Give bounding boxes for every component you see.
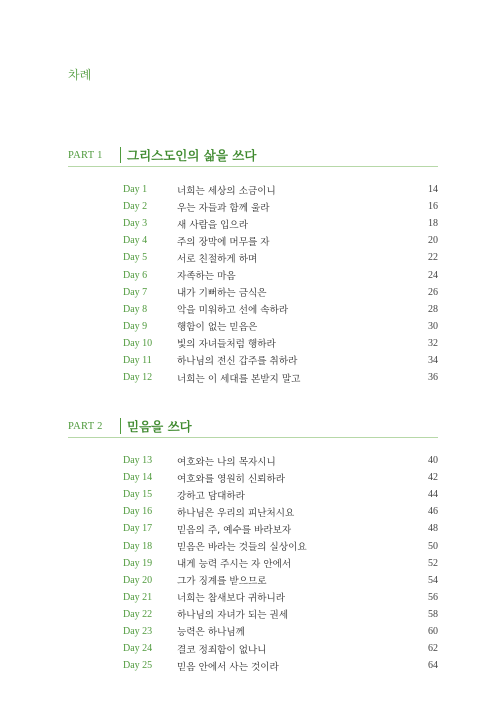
toc-entry[interactable]	[68, 623, 438, 640]
toc-entry[interactable]	[68, 266, 438, 283]
toc-day-label: Day 9	[123, 320, 148, 332]
toc-entry-title: 악을 미워하고 선에 속하라	[177, 305, 289, 317]
toc-day-label: Day 13	[123, 455, 153, 467]
toc-page-number: 28	[428, 303, 438, 315]
part-2-section	[68, 415, 438, 674]
toc-entry[interactable]	[68, 452, 438, 469]
toc-page-number: 46	[428, 506, 438, 518]
toc-day-label: Day 1	[123, 184, 148, 196]
part-divider	[120, 147, 121, 163]
toc-day-label: Day 17	[123, 523, 153, 535]
part-2-number: PART 2	[68, 420, 103, 432]
toc-entry-title: 여호와는 나의 목자시니	[177, 456, 276, 468]
toc-day-label: Day 11	[123, 354, 152, 366]
toc-entry[interactable]	[68, 606, 438, 623]
part-1-header	[68, 144, 438, 167]
toc-day-label: Day 18	[123, 540, 153, 552]
toc-page-number: 24	[428, 269, 438, 281]
toc-entry-title: 빛의 자녀들처럼 행하라	[177, 339, 276, 351]
part-2-entries	[68, 452, 438, 674]
toc-page-number: 14	[428, 184, 438, 196]
toc-entry[interactable]	[68, 181, 438, 198]
toc-entry-title: 너희는 세상의 소금이니	[177, 185, 276, 197]
part-divider	[120, 418, 121, 434]
toc-entry-title: 자족하는 마음	[177, 271, 236, 283]
toc-entry[interactable]	[68, 503, 438, 520]
part-1-section	[68, 144, 438, 386]
toc-entry[interactable]	[68, 249, 438, 266]
toc-entry[interactable]	[68, 555, 438, 572]
toc-entry[interactable]	[68, 284, 438, 301]
toc-day-label: Day 19	[123, 557, 153, 569]
toc-entry-title: 너희는 참새보다 귀하니라	[177, 593, 286, 605]
toc-day-label: Day 16	[123, 506, 153, 518]
toc-page-number: 40	[428, 455, 438, 467]
part-1-number: PART 1	[68, 149, 103, 161]
toc-entry-title: 내게 능력 주시는 자 안에서	[177, 559, 292, 571]
part-2-header	[68, 415, 438, 438]
toc-day-label: Day 25	[123, 660, 153, 672]
toc-entry-title: 하나님의 전신 갑주를 취하라	[177, 356, 298, 368]
toc-entry[interactable]	[68, 589, 438, 606]
toc-day-label: Day 14	[123, 472, 153, 484]
toc-entry-title: 하나님의 자녀가 되는 권세	[177, 610, 289, 622]
toc-day-label: Day 20	[123, 574, 153, 586]
toc-page-number: 20	[428, 235, 438, 247]
toc-day-label: Day 24	[123, 643, 153, 655]
toc-day-label: Day 3	[123, 218, 148, 230]
toc-page-number: 60	[428, 625, 438, 637]
toc-page-number: 62	[428, 643, 438, 655]
toc-day-label: Day 10	[123, 337, 153, 349]
toc-entry-title: 능력은 하나님께	[177, 627, 245, 639]
toc-entry-title: 하나님은 우리의 피난처시요	[177, 507, 295, 519]
toc-page-number: 16	[428, 201, 438, 213]
toc-page-number: 36	[428, 372, 438, 384]
toc-entry[interactable]	[68, 335, 438, 352]
toc-page-number: 34	[428, 354, 438, 366]
toc-entry[interactable]	[68, 486, 438, 503]
toc-entry-title: 믿음 안에서 사는 것이라	[177, 661, 279, 673]
toc-page-number: 58	[428, 608, 438, 620]
toc-entry-title: 결코 정죄함이 없나니	[177, 644, 267, 656]
toc-entry[interactable]	[68, 318, 438, 335]
toc-entry[interactable]	[68, 232, 438, 249]
toc-entry-title: 주의 장막에 머무를 자	[177, 236, 270, 248]
toc-entry-title: 우는 자들과 함께 울라	[177, 202, 270, 214]
toc-entry[interactable]	[68, 301, 438, 318]
toc-page-number: 52	[428, 557, 438, 569]
toc-page-number: 50	[428, 540, 438, 552]
toc-page-number: 56	[428, 591, 438, 603]
toc-entry[interactable]	[68, 572, 438, 589]
toc-page-number: 32	[428, 337, 438, 349]
toc-day-label: Day 7	[123, 286, 148, 298]
toc-heading: 차례	[68, 68, 92, 82]
toc-page-number: 48	[428, 523, 438, 535]
toc-day-label: Day 21	[123, 591, 153, 603]
toc-entry-title: 믿음은 바라는 것들의 실상이요	[177, 542, 307, 554]
part-1-title: 그리스도인의 삶을 쓰다	[127, 148, 257, 163]
toc-page-number: 26	[428, 286, 438, 298]
part-2-title: 믿음을 쓰다	[127, 419, 192, 434]
toc-entry[interactable]	[68, 198, 438, 215]
toc-day-label: Day 12	[123, 372, 153, 384]
toc-entry[interactable]	[68, 469, 438, 486]
toc-entry[interactable]	[68, 520, 438, 537]
toc-entry[interactable]	[68, 352, 438, 369]
toc-day-label: Day 4	[123, 235, 148, 247]
toc-entry-title: 여호와를 영원히 신뢰하라	[177, 473, 286, 485]
toc-entry-title: 새 사람을 입으라	[177, 219, 248, 231]
toc-page-number: 54	[428, 574, 438, 586]
toc-entry[interactable]	[68, 369, 438, 386]
toc-entry[interactable]	[68, 640, 438, 657]
toc-entry-title: 내가 기뻐하는 금식은	[177, 288, 267, 300]
toc-entry-title: 서로 친절하게 하며	[177, 253, 258, 265]
part-1-entries	[68, 181, 438, 386]
toc-entry-title: 너희는 이 세대를 본받지 말고	[177, 373, 301, 385]
toc-day-label: Day 6	[123, 269, 148, 281]
toc-day-label: Day 22	[123, 608, 153, 620]
toc-entry-title: 강하고 담대하라	[177, 490, 245, 502]
toc-entry[interactable]	[68, 657, 438, 674]
toc-day-label: Day 15	[123, 489, 153, 501]
toc-entry-title: 믿음의 주, 예수를 바라보자	[177, 524, 292, 536]
toc-page-number: 44	[428, 489, 438, 501]
toc-page-number: 22	[428, 252, 438, 264]
toc-day-label: Day 5	[123, 252, 148, 264]
toc-day-label: Day 23	[123, 625, 153, 637]
toc-page-number: 18	[428, 218, 438, 230]
toc-entry[interactable]	[68, 537, 438, 554]
toc-page-number: 42	[428, 472, 438, 484]
toc-entry-title: 그가 징계를 받으므로	[177, 576, 267, 588]
toc-entry[interactable]	[68, 215, 438, 232]
toc-page-number: 64	[428, 660, 438, 672]
toc-day-label: Day 2	[123, 201, 148, 213]
toc-entry-title: 행함이 없는 믿음은	[177, 322, 258, 334]
toc-day-label: Day 8	[123, 303, 148, 315]
toc-page-number: 30	[428, 320, 438, 332]
